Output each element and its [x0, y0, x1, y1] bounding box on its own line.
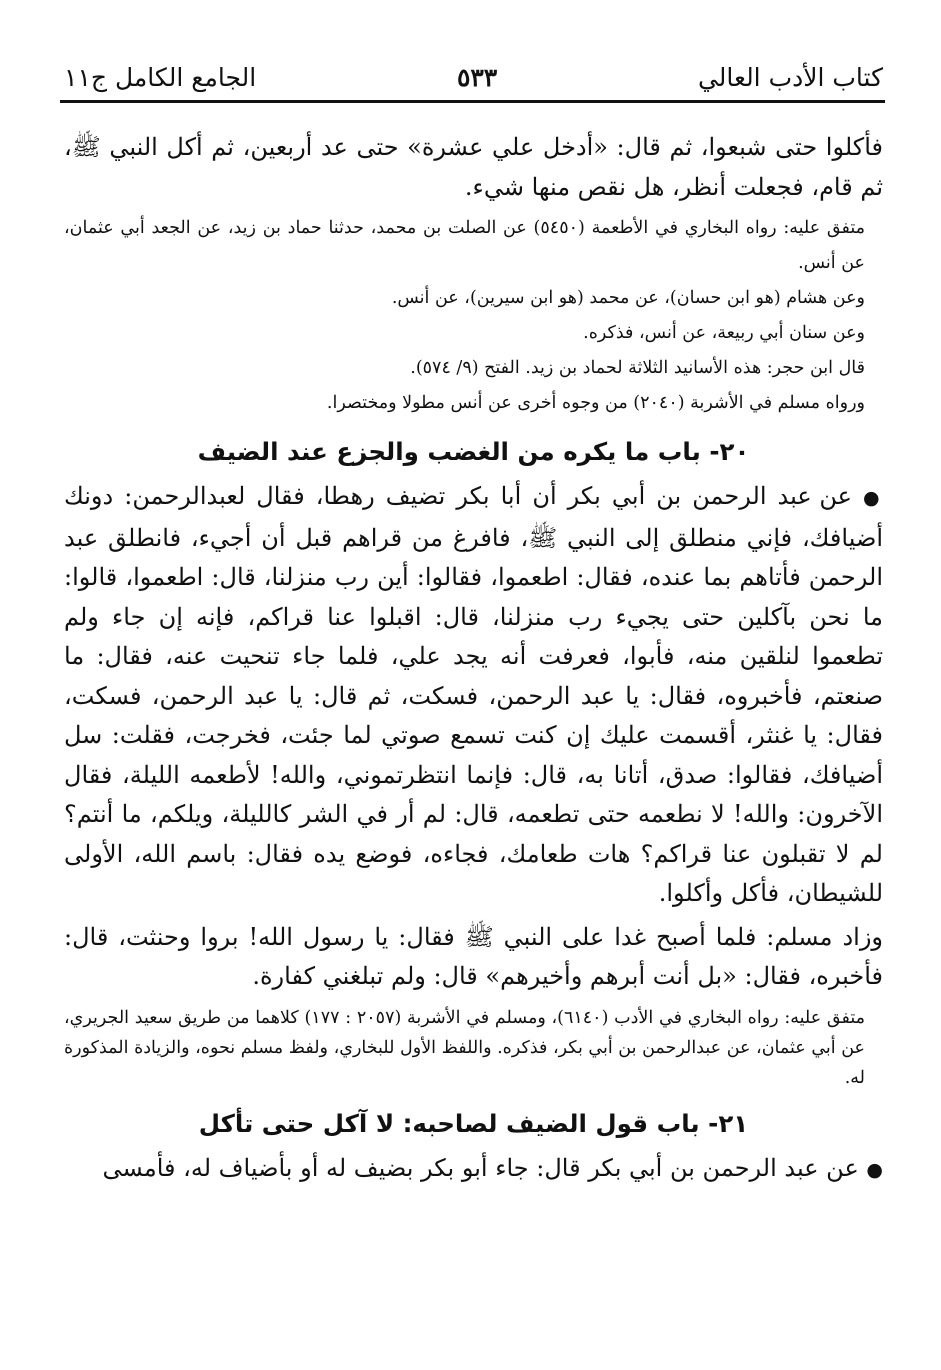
muslim-addition: وزاد مسلم: فلما أصبح غدا على النبي ﷺ فقال: يا رسول الله! بروا وحنثت، قال: فأخبره، فقال: «بل أنت أبرهم وأخيرهم» قال: ولم تبلغني كفارة. [64, 922, 883, 990]
volume-title: الجامع الكامل ج١١ [64, 62, 257, 92]
takhrij-note-2: وعن هشام (هو ابن حسان)، عن محمد (هو ابن سيرين)، عن أنس. [391, 288, 865, 308]
takhrij-note-4: قال ابن حجر: هذه الأسانيد الثلاثة لحماد بن زيد. الفتح (٩/ ٥٧٤). [410, 358, 865, 378]
book-title: كتاب الأدب العالي [697, 62, 883, 92]
hadith-21 [64, 1149, 883, 1191]
takhrij-note-6: متفق عليه: رواه البخاري في الأدب (٦١٤٠)، ومسلم في الأشربة (٢٠٥٧ : ١٧٧) كلاهما من طريق سعيد الجريري، عن أبي عثمان، عن عبدالرحمن بن أبي بكر، فذكره. واللفظ الأول للبخاري، ولفظ مسلم نحوه، والزيادة المذكورة له. [64, 1007, 865, 1088]
hadith-20 [64, 477, 883, 914]
hadith-20-text: عن عبد الرحمن بن أبي بكر أن أبا بكر تضيف رهطا، فقال لعبدالرحمن: دونك أضيافك، فإني منطلق إلى النبي ﷺ، فافرغ من قراهم قبل أن أجيء، فانطلق عبد الرحمن فأتاهم بما عنده، فقال: اطعموا، فقالوا: أين رب منزلنا، قال: اطعموا، قالوا: ما نحن بآكلين حتى يجيء رب منزلنا، قال: اقبلوا عنا قراكم، فإنه إن جاء ولم تطعموا لنلقين منه، فأبوا، فعرفت أنه يجد علي، فلما جاء تنحيت عنه، فقال: ما صنعتم، فأخبروه، فقال: يا عبد الرحمن، فسكت، ثم قال: يا عبد الرحمن، فسكت، فقال: يا غنثر، أقسمت عليك إن كنت تسمع صوتي لما جئت، فخرجت، فقلت: سل أضيافك، فقالوا: صدق، أتانا به، قال: فإنما انتظرتموني، والله! لأطعمه الليلة، فقال الآخرون: والله! لا نطعمه حتى تطعمه، قال: لم أر في الشر كالليلة، ويلكم، ما أنتم؟ لم لا تقبلون عنا قراكم؟ هات طعامك، فجاءه، فوضع يده فقال: باسم الله، الأولى للشيطان، فأكل وأكلوا. [64, 482, 884, 907]
hadith-21-text: عن عبد الرحمن بن أبي بكر قال: جاء أبو بكر بضيف له أو بأضياف له، فأمسى [102, 1153, 859, 1182]
takhrij-note-3: وعن سنان أبي ربيعة، عن أنس، فذكره. [583, 323, 865, 343]
page-body [64, 128, 883, 1190]
page-header [64, 58, 883, 96]
takhrij-note-1: متفق عليه: رواه البخاري في الأطعمة (٥٤٥٠) عن الصلت بن محمد، حدثنا حماد بن زيد، عن الجعد أبي عثمان، عن أنس. [64, 218, 866, 273]
hadith-continuation: فأكلوا حتى شبعوا، ثم قال: «أدخل علي عشرة» حتى عد أربعين، ثم أكل النبي ﷺ، ثم قام، فجعلت أنظر، هل نقص منها شيء. [64, 133, 883, 201]
takhrij-note-5: ورواه مسلم في الأشربة (٢٠٤٠) من وجوه أخرى عن أنس مطولا ومختصرا. [326, 393, 865, 413]
header-rule [60, 100, 885, 103]
chapter-heading-21: ٢١- باب قول الضيف لصاحبه: لا آكل حتى تأكل [198, 1108, 749, 1138]
chapter-heading-20: ٢٠- باب ما يكره من الغضب والجزع عند الضيف [197, 437, 750, 466]
bullet-icon: ● [866, 1158, 883, 1181]
page-number: ٥٣٣ [456, 62, 498, 92]
bullet-icon: ● [862, 487, 883, 509]
